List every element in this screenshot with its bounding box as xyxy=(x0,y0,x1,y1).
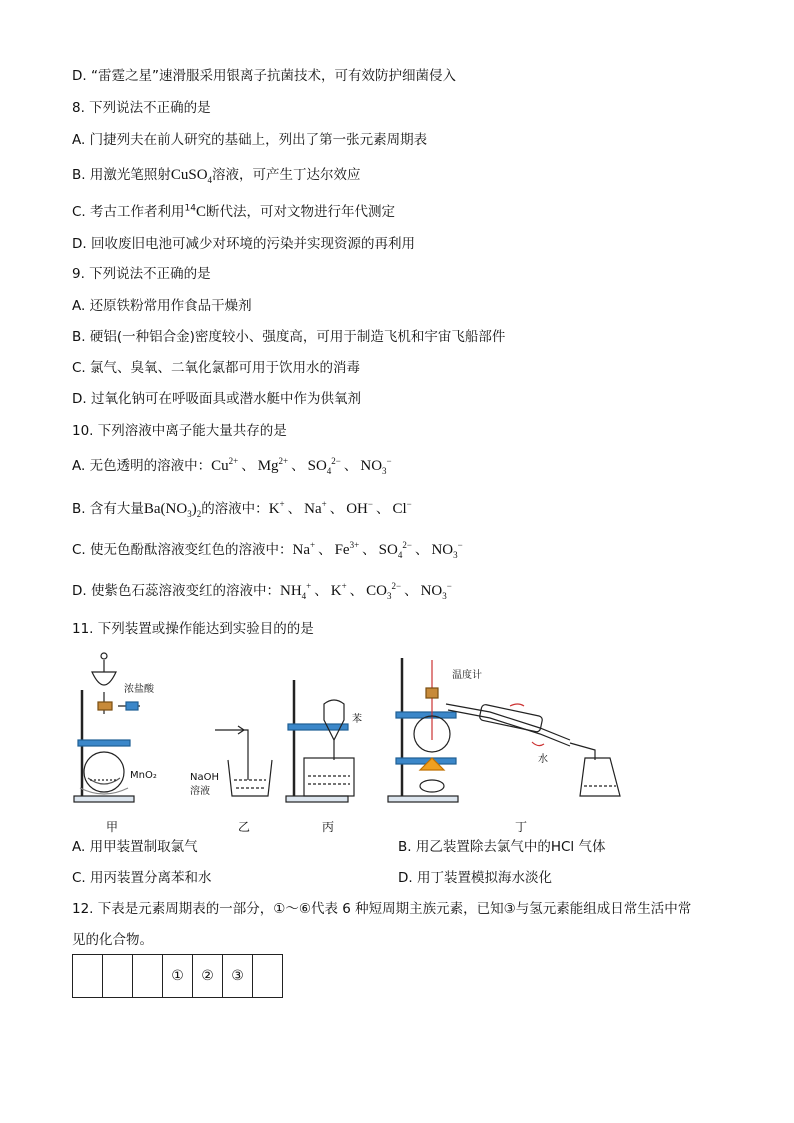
table-cell-element-1: ① xyxy=(163,955,193,998)
periodic-table-fragment xyxy=(72,954,283,998)
table-cell xyxy=(133,955,163,998)
q12-stem-line2: 见的化合物。 xyxy=(72,932,153,948)
table-cell xyxy=(253,955,283,998)
apparatus-bing xyxy=(286,680,354,802)
q9-option-c: C. 氯气、臭氧、二氧化氯都可用于饮用水的消毒 xyxy=(72,360,361,376)
q10-stem: 10. 下列溶液中离子能大量共存的是 xyxy=(72,423,287,439)
table-cell xyxy=(103,955,133,998)
q12-stem-line1: 12. 下表是元素周期表的一部分，①～⑥代表 6 种短周期主族元素，已知③与氢元素能组成日常生活中常 xyxy=(72,901,692,917)
label-naoh: NaOH xyxy=(190,772,219,783)
c14-mass-number: 14 xyxy=(184,203,196,214)
q11-option-c: C. 用丙装置分离苯和水 xyxy=(72,870,212,886)
q8-option-b xyxy=(72,165,361,185)
q10-option-d: D. 使紫色石蕊溶液变红的溶液中：$NH_4^+$ 、 K+ 、 $CO_3^{2-}$ 、 $NO_3^-$ xyxy=(72,581,452,601)
table-cell xyxy=(73,955,103,998)
label-hcl: 浓盐酸 xyxy=(124,684,154,695)
apparatus-ding xyxy=(388,658,620,802)
caption-yi: 乙 xyxy=(238,820,251,834)
q8-option-d: D. 回收废旧电池可减少对环境的污染并实现资源的再利用 xyxy=(72,236,415,252)
label-water: 水 xyxy=(538,754,548,765)
table-cell-element-3: ③ xyxy=(223,955,253,998)
q11-option-a: A. 用甲装置制取氯气 xyxy=(72,839,198,855)
q9-stem: 9. 下列说法不正确的是 xyxy=(72,266,211,282)
q11-option-d: D. 用丁装置模拟海水淡化 xyxy=(398,870,552,886)
q8-option-c: C. 考古工作者利用$^{14}$C断代法，可对文物进行年代测定 xyxy=(72,203,395,220)
q10-option-b: B. 含有大量$Ba(NO_3)_2$的溶液中：K+ 、 Na+ 、 OH− 、 Cl− xyxy=(72,499,412,519)
label-solution: 溶液 xyxy=(190,786,210,797)
caption-ding: 丁 xyxy=(515,820,528,834)
q9-option-b: B. 硬铝(一种铝合金)密度较小、强度高，可用于制造飞机和宇宙飞船部件 xyxy=(72,329,506,345)
cuso4-formula: CuSO$_4$ xyxy=(170,167,213,185)
apparatus-yi xyxy=(215,726,272,796)
q11-stem: 11. 下列装置或操作能达到实验目的的是 xyxy=(72,621,314,637)
label-thermometer: 温度计 xyxy=(452,670,482,681)
table-cell-element-2: ② xyxy=(193,955,223,998)
q8-option-b-prefix: B. 用激光笔照射 xyxy=(72,167,171,183)
q10-option-a: A. 无色透明的溶液中：$Cu^{2+}$ 、 $Mg^{2+}$ 、 $SO_4^{2-}$ 、 $NO_3^-$ xyxy=(72,456,392,476)
q9-option-a: A. 还原铁粉常用作食品干燥剂 xyxy=(72,298,252,314)
q11-apparatus-figure xyxy=(70,650,630,810)
caption-bing: 丙 xyxy=(322,820,335,834)
q10-option-c: C. 使无色酚酞溶液变红色的溶液中：Na+ 、 $Fe^{3+}$ 、 $SO_4^{2-}$ 、 $NO_3^-$ xyxy=(72,540,463,560)
q11-option-b: B. 用乙装置除去氯气中的HCl 气体 xyxy=(398,839,606,855)
q8-stem: 8. 下列说法不正确的是 xyxy=(72,100,211,116)
q8-option-a: A. 门捷列夫在前人研究的基础上，列出了第一张元素周期表 xyxy=(72,132,428,148)
label-benzene: 苯 xyxy=(352,714,362,725)
q7-option-d: D. “雷霆之星”速滑服采用银离子抗菌技术，可有效防护细菌侵入 xyxy=(72,68,456,84)
q9-option-d: D. 过氧化钠可在呼吸面具或潜水艇中作为供氧剂 xyxy=(72,391,361,407)
q8-option-b-suffix: 溶液，可产生丁达尔效应 xyxy=(212,167,361,183)
label-mno2: MnO₂ xyxy=(130,770,157,781)
caption-jia: 甲 xyxy=(106,820,119,834)
